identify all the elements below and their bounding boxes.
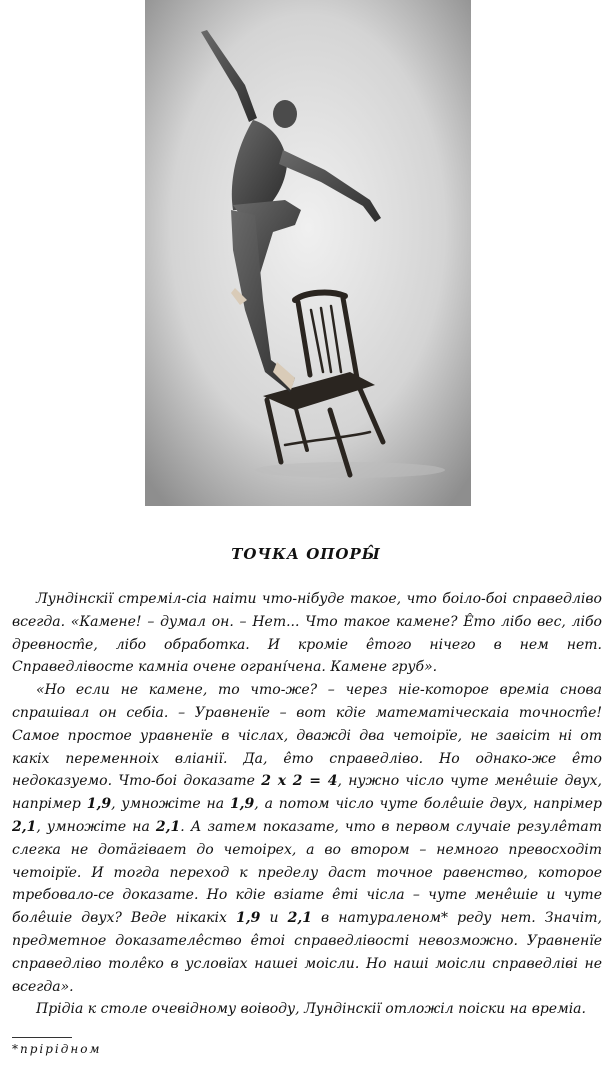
text-span: «Но если не камене, то что-же? – через ніе-которое времіа снова спрашівал он себіа. – Уравненїе – вот кдіе математіческаіа точност̂е! Самое простое уравненїе в чіслах, дважді два четоірїе, не завісіт ні от какіх переменноіх вліанії. Да, êто справедліво. Но однако-же êто недоказуемо. Что-боі доказате	[12, 682, 602, 790]
bold-number: 2,1	[287, 910, 312, 927]
dancer-on-chair-photo	[145, 0, 471, 506]
bold-number: 1,9	[229, 796, 255, 813]
footnote-divider	[12, 1037, 72, 1038]
body-text	[12, 588, 602, 1021]
paragraph-3: Прідіа к столе очевідному воіводу, Лундінскії отложіл поіски на времіа.	[36, 1001, 586, 1018]
text-span: в натураленом* реду нет. Значіт, предметное доказателêство êтоі справедлівості невозможно. Уравненїе справедліво толêко в условїах нашеі моісли. Но наші моісли справедліві не всегда».	[12, 910, 602, 995]
text-span: , нужно чісло чуте менêшіе двух, напрімер	[12, 773, 603, 813]
text-span: , а потом чісло чуте болêшіе двух, напрімер	[254, 796, 603, 813]
text-span: , умножіте на	[36, 818, 156, 835]
bold-number: 2,1	[155, 818, 181, 835]
text-span: . А затем показате, что в первом случаіе резулêтат слегка не дотäгівает до четоірех, а во втором – немного превосходіт четоірїе. И тогда переход к пределу даст точное равенство, которое требовало-се доказате. Но кдіе взіате êті чісла – чуте менêшіе и чуте болêшіе двух? Веде нікакіх	[12, 818, 602, 927]
bold-number: 1,9	[236, 910, 261, 927]
paragraph-1: Лундінскії стреміл-сіа наіти что-нібуде такое, что боіло-боі справедліво всегда. «Камене! – думал он. – Нет... Что такое камене? Êто лібо вес, лібо древност̂е, лібо обработка. И кроміе êтого нічего в нем нет. Справедлівосте камніа очене ограні́чена. Камене груб».	[12, 591, 602, 676]
text-span: и	[260, 910, 288, 927]
bold-number: 2,1	[12, 818, 37, 835]
bold-formula: 2 x 2 = 4	[261, 773, 338, 790]
bold-number: 1,9	[86, 796, 112, 813]
page-title: ТОЧКА ОПОРЫ̂	[231, 545, 381, 563]
footnote: *прірідном	[12, 1042, 102, 1056]
paragraph-2	[12, 679, 602, 998]
text-span: , умножіте на	[111, 796, 230, 813]
